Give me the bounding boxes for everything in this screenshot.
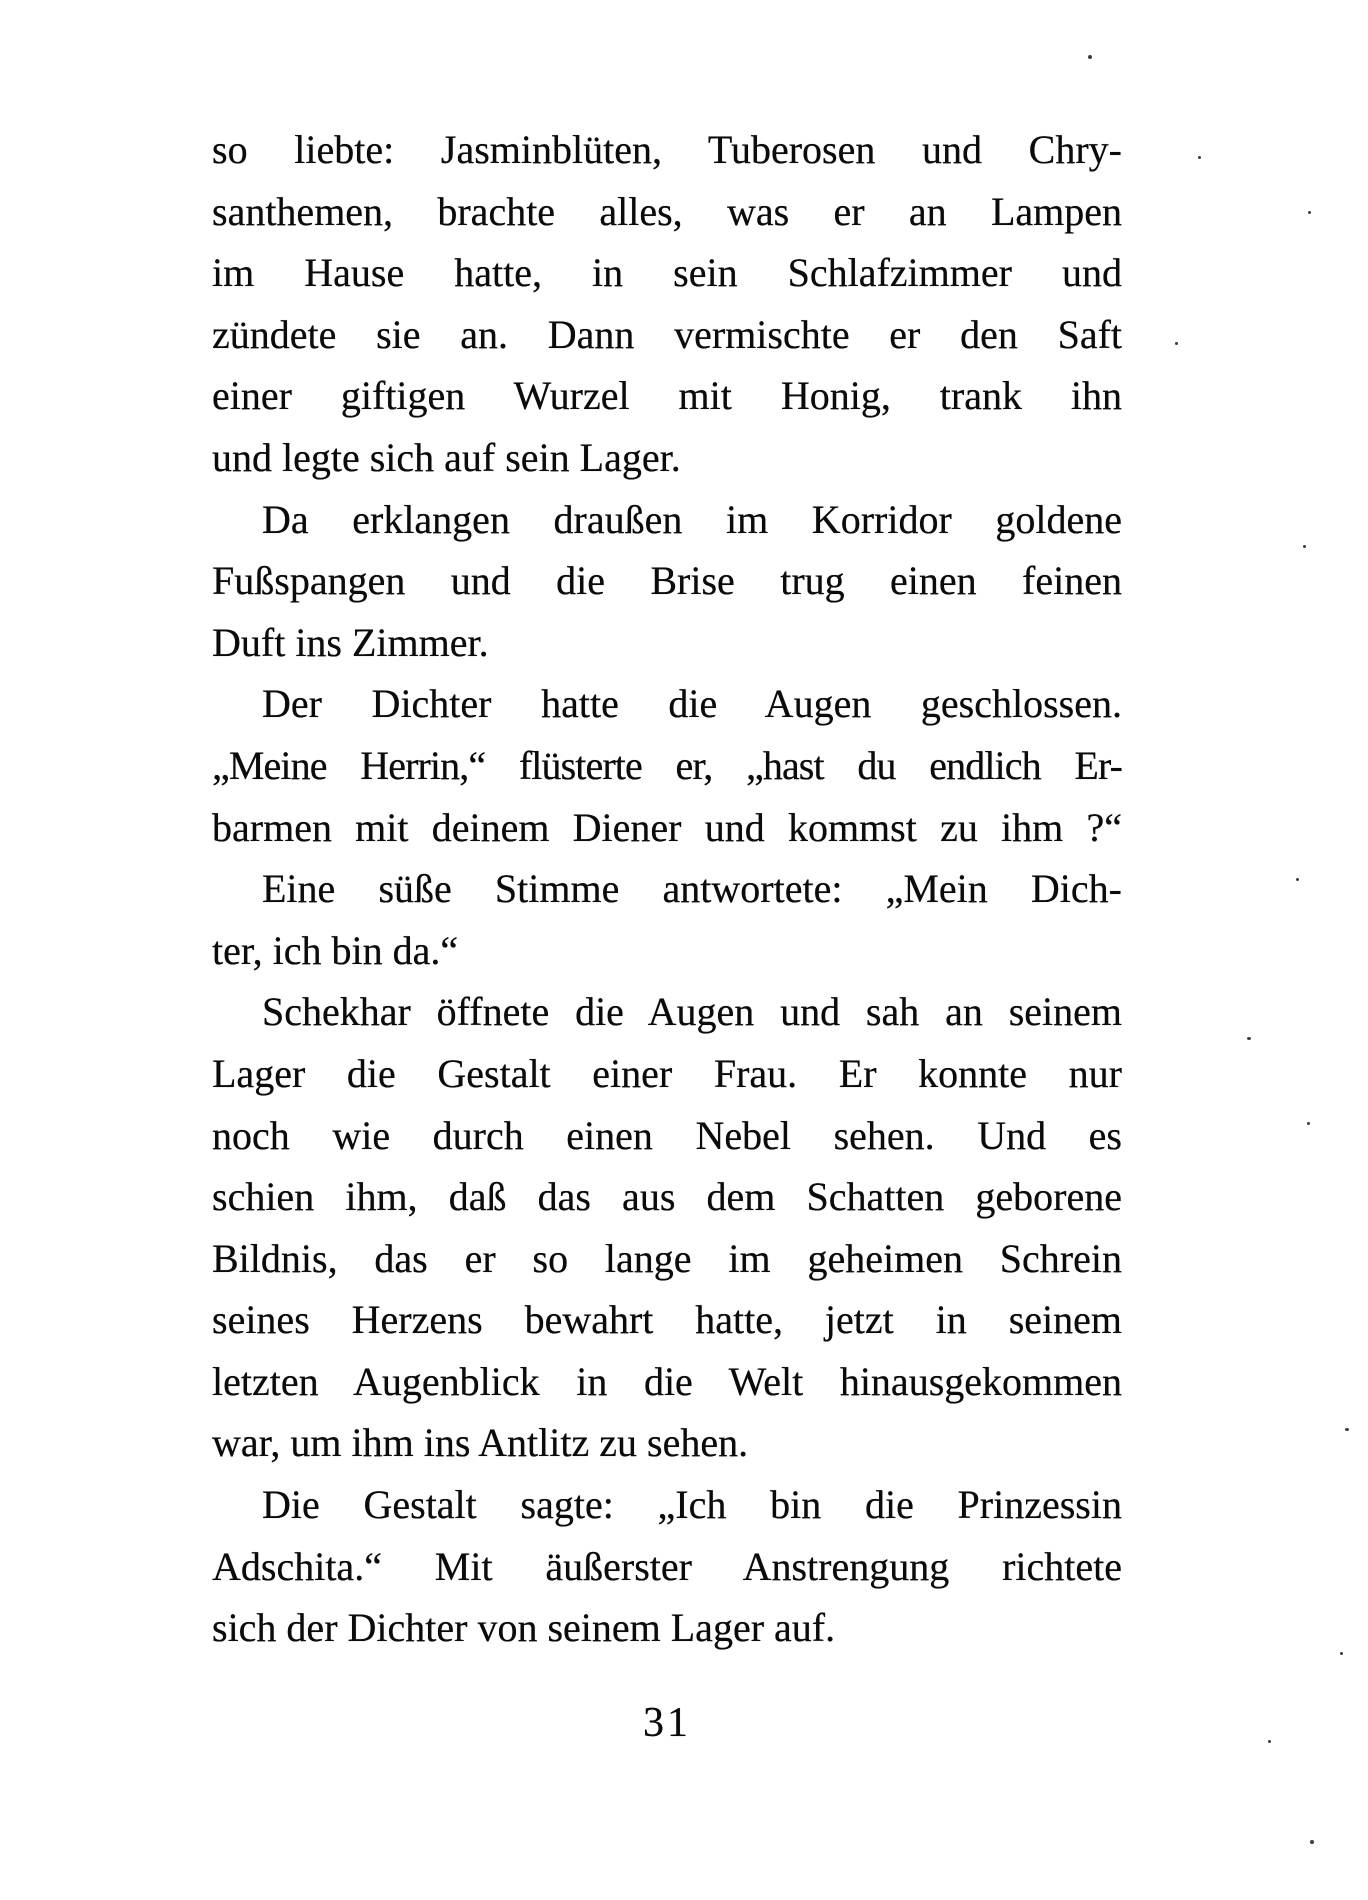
scan-speck [1310, 1840, 1314, 1844]
text-line: Schekhar öffnete die Augen und sah an seinem [262, 989, 1122, 1035]
scan-speck [1175, 342, 1178, 345]
text-line: barmen mit deinem Diener und kommst zu ihm ?“ [212, 804, 1122, 850]
text-line: Eine süße Stimme antwortete: „Mein Dich- [262, 866, 1122, 912]
scan-speck [1345, 1428, 1349, 1431]
scan-speck [1268, 1740, 1271, 1743]
text-line: Fußspangen und die Brise trug einen feinen [212, 558, 1122, 604]
text-block [212, 119, 1122, 1659]
text-line: zündete sie an. Dann vermischte er den Saft [212, 311, 1122, 357]
text-line: Bildnis, das er so lange im geheimen Schrein [212, 1235, 1122, 1281]
scan-speck [1303, 545, 1306, 548]
text-line: einer giftigen Wurzel mit Honig, trank ihn [212, 373, 1122, 419]
text-line: santhemen, brachte alles, was er an Lampen [212, 188, 1122, 234]
text-line: Der Dichter hatte die Augen geschlossen. [262, 681, 1122, 727]
text-line: schien ihm, daß das aus dem Schatten geborene [212, 1174, 1122, 1220]
text-line: noch wie durch einen Nebel sehen. Und es [212, 1112, 1122, 1158]
paragraph [212, 673, 1122, 858]
text-line: so liebte: Jasminblüten, Tuberosen und Chry- [212, 127, 1122, 172]
scan-speck [1308, 211, 1311, 214]
text-line: „Meine Herrin,“ flüsterte er, „hast du endlich Er- [212, 742, 1122, 788]
text-line: war, um ihm ins Antlitz zu sehen. [212, 1420, 749, 1466]
text-line: sich der Dichter von seinem Lager auf. [212, 1605, 836, 1651]
text-line: Adschita.“ Mit äußerster Anstrengung richtete [212, 1543, 1122, 1589]
scan-speck [1340, 1652, 1343, 1655]
scan-speck [1247, 1037, 1251, 1040]
text-line: Die Gestalt sagte: „Ich bin die Prinzessin [262, 1482, 1122, 1528]
text-line: im Hause hatte, in sein Schlafzimmer und [212, 250, 1122, 296]
text-line: seines Herzens bewahrt hatte, jetzt in seinem [212, 1297, 1122, 1343]
paragraph [212, 981, 1122, 1474]
text-line: ter, ich bin da.“ [212, 927, 459, 973]
paragraph [212, 1474, 1122, 1659]
scan-speck [1198, 156, 1201, 159]
text-line: letzten Augenblick in die Welt hinausgekommen [212, 1358, 1122, 1404]
text-line: und legte sich auf sein Lager. [212, 434, 681, 480]
text-line: Da erklangen draußen im Korridor goldene [262, 496, 1122, 542]
text-line: Duft ins Zimmer. [212, 619, 489, 665]
scan-speck [1296, 878, 1299, 881]
scan-speck [1307, 1122, 1310, 1125]
paragraph [212, 858, 1122, 981]
text-line: Lager die Gestalt einer Frau. Er konnte nur [212, 1050, 1122, 1096]
paragraph [212, 119, 1122, 489]
page-number: 31 [643, 1700, 691, 1746]
paragraph [212, 489, 1122, 674]
scan-speck [1088, 55, 1092, 59]
